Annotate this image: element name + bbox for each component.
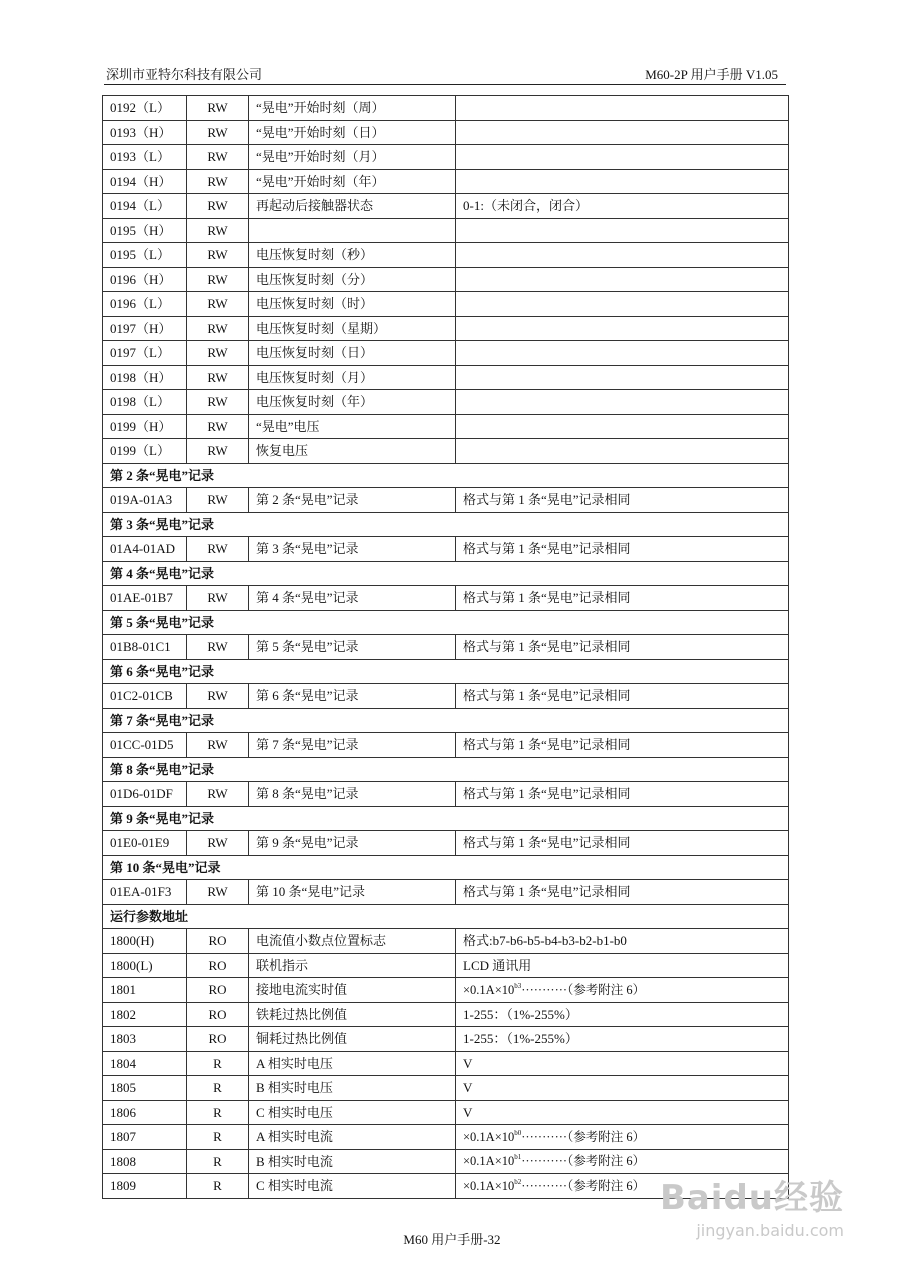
- parameter-note: 0-1:（未闭合，闭合）: [456, 194, 789, 219]
- table-row: [103, 365, 789, 390]
- table-row: [103, 120, 789, 145]
- section-title: 第 3 条“晃电”记录: [103, 512, 789, 537]
- register-address: 01A4-01AD: [103, 537, 187, 562]
- access-mode: RW: [187, 684, 249, 709]
- table-row: [103, 414, 789, 439]
- parameter-note: [456, 292, 789, 317]
- note-exponent: b0: [514, 1128, 522, 1137]
- register-address: 1800(L): [103, 953, 187, 978]
- register-address: 0193（L）: [103, 145, 187, 170]
- register-address: 0197（H）: [103, 316, 187, 341]
- parameter-note: V: [456, 1100, 789, 1125]
- parameter-name: “晃电”开始时刻（周）: [249, 96, 456, 121]
- register-address: 01C2-01CB: [103, 684, 187, 709]
- register-address: 0195（L）: [103, 243, 187, 268]
- parameter-name: 电压恢复时刻（年）: [249, 390, 456, 415]
- access-mode: R: [187, 1051, 249, 1076]
- section-title: 第 2 条“晃电”记录: [103, 463, 789, 488]
- table-row: [103, 733, 789, 758]
- parameter-note: 格式与第 1 条“晃电”记录相同: [456, 586, 789, 611]
- access-mode: RW: [187, 145, 249, 170]
- section-title: 第 8 条“晃电”记录: [103, 757, 789, 782]
- access-mode: RO: [187, 1002, 249, 1027]
- section-row: [103, 757, 789, 782]
- note-exponent: b2: [514, 1177, 522, 1186]
- section-title: 第 4 条“晃电”记录: [103, 561, 789, 586]
- register-address: 0197（L）: [103, 341, 187, 366]
- note-reference: ···········（参考附注 6）: [521, 1129, 646, 1144]
- parameter-note: [456, 169, 789, 194]
- parameter-name: 第 6 条“晃电”记录: [249, 684, 456, 709]
- access-mode: RW: [187, 880, 249, 905]
- register-address: 0195（H）: [103, 218, 187, 243]
- parameter-name: 电压恢复时刻（时）: [249, 292, 456, 317]
- section-row: [103, 806, 789, 831]
- header-company: 深圳市亚特尔科技有限公司: [106, 67, 263, 82]
- parameter-note: [456, 341, 789, 366]
- table-row: [103, 390, 789, 415]
- parameter-name: 第 10 条“晃电”记录: [249, 880, 456, 905]
- parameter-note: 格式与第 1 条“晃电”记录相同: [456, 537, 789, 562]
- register-address: 0199（H）: [103, 414, 187, 439]
- register-address: 1805: [103, 1076, 187, 1101]
- access-mode: RW: [187, 537, 249, 562]
- parameter-name: 第 7 条“晃电”记录: [249, 733, 456, 758]
- parameter-name: 接地电流实时值: [249, 978, 456, 1003]
- table-row: [103, 267, 789, 292]
- table-row: [103, 1027, 789, 1052]
- table-row: [103, 316, 789, 341]
- section-row: [103, 610, 789, 635]
- access-mode: RW: [187, 316, 249, 341]
- register-address: 1808: [103, 1149, 187, 1174]
- table-row: [103, 1125, 789, 1150]
- table-row: [103, 831, 789, 856]
- parameter-name: 再起动后接触器状态: [249, 194, 456, 219]
- parameter-note: 格式与第 1 条“晃电”记录相同: [456, 782, 789, 807]
- register-address: 01EA-01F3: [103, 880, 187, 905]
- register-address: 01CC-01D5: [103, 733, 187, 758]
- note-reference: ···········（参考附注 6）: [521, 1178, 646, 1193]
- table-row: [103, 243, 789, 268]
- access-mode: RO: [187, 929, 249, 954]
- parameter-name: 电压恢复时刻（分）: [249, 267, 456, 292]
- parameter-note: [456, 439, 789, 464]
- register-address: 01E0-01E9: [103, 831, 187, 856]
- access-mode: RW: [187, 218, 249, 243]
- table-row: [103, 586, 789, 611]
- baidu-jingyan-watermark: [660, 1170, 844, 1240]
- parameter-name: A 相实时电流: [249, 1125, 456, 1150]
- access-mode: RO: [187, 1027, 249, 1052]
- table-row: [103, 537, 789, 562]
- section-title: 第 5 条“晃电”记录: [103, 610, 789, 635]
- table-row: [103, 292, 789, 317]
- table-row: [103, 978, 789, 1003]
- parameter-name: 第 8 条“晃电”记录: [249, 782, 456, 807]
- register-address: 0194（H）: [103, 169, 187, 194]
- table-row: [103, 218, 789, 243]
- section-title: 第 9 条“晃电”记录: [103, 806, 789, 831]
- parameter-note: [456, 978, 789, 1003]
- access-mode: RW: [187, 365, 249, 390]
- parameter-name: 电压恢复时刻（星期）: [249, 316, 456, 341]
- note-exponent: b1: [514, 1153, 522, 1161]
- section-row: [103, 904, 789, 929]
- register-address: 0196（L）: [103, 292, 187, 317]
- section-row: [103, 659, 789, 684]
- parameter-name: [249, 218, 456, 243]
- section-title: 第 10 条“晃电”记录: [103, 855, 789, 880]
- access-mode: RW: [187, 733, 249, 758]
- parameter-note: [456, 414, 789, 439]
- access-mode: R: [187, 1149, 249, 1174]
- parameter-name: C 相实时电压: [249, 1100, 456, 1125]
- parameter-name: 第 2 条“晃电”记录: [249, 488, 456, 513]
- note-reference: ···········（参考附注 6）: [521, 1154, 646, 1168]
- access-mode: R: [187, 1174, 249, 1199]
- register-address: 0196（H）: [103, 267, 187, 292]
- parameter-note: [456, 218, 789, 243]
- register-address: 1803: [103, 1027, 187, 1052]
- section-row: [103, 561, 789, 586]
- parameter-name: 第 9 条“晃电”记录: [249, 831, 456, 856]
- access-mode: RW: [187, 120, 249, 145]
- note-base: ×0.1A×10: [463, 1154, 515, 1168]
- access-mode: RW: [187, 341, 249, 366]
- parameter-name: 第 3 条“晃电”记录: [249, 537, 456, 562]
- register-table: [102, 95, 789, 1199]
- access-mode: R: [187, 1076, 249, 1101]
- parameter-note: [456, 243, 789, 268]
- access-mode: RW: [187, 782, 249, 807]
- access-mode: RW: [187, 586, 249, 611]
- note-base: ×0.1A×10: [463, 1129, 515, 1144]
- parameter-name: 第 4 条“晃电”记录: [249, 586, 456, 611]
- table-row: [103, 929, 789, 954]
- parameter-note: 格式:b7-b6-b5-b4-b3-b2-b1-b0: [456, 929, 789, 954]
- section-title: 第 7 条“晃电”记录: [103, 708, 789, 733]
- table-row: [103, 194, 789, 219]
- register-address: 0198（H）: [103, 365, 187, 390]
- parameter-name: 联机指示: [249, 953, 456, 978]
- register-address: 0199（L）: [103, 439, 187, 464]
- register-address: 019A-01A3: [103, 488, 187, 513]
- table-row: [103, 953, 789, 978]
- parameter-name: 铁耗过热比例值: [249, 1002, 456, 1027]
- parameter-name: 铜耗过热比例值: [249, 1027, 456, 1052]
- parameter-note: V: [456, 1076, 789, 1101]
- table-row: [103, 341, 789, 366]
- table-row: [103, 439, 789, 464]
- note-exponent: b3: [514, 981, 522, 990]
- register-address: 0198（L）: [103, 390, 187, 415]
- parameter-note: 格式与第 1 条“晃电”记录相同: [456, 684, 789, 709]
- table-row: [103, 1076, 789, 1101]
- register-address: 1809: [103, 1174, 187, 1199]
- access-mode: RW: [187, 169, 249, 194]
- parameter-name: “晃电”电压: [249, 414, 456, 439]
- parameter-name: 电压恢复时刻（日）: [249, 341, 456, 366]
- parameter-note: 格式与第 1 条“晃电”记录相同: [456, 880, 789, 905]
- access-mode: RW: [187, 267, 249, 292]
- parameter-note: [456, 267, 789, 292]
- parameter-note: 格式与第 1 条“晃电”记录相同: [456, 488, 789, 513]
- parameter-note: [456, 365, 789, 390]
- parameter-name: A 相实时电压: [249, 1051, 456, 1076]
- register-address: 1804: [103, 1051, 187, 1076]
- table-row: [103, 96, 789, 121]
- parameter-name: “晃电”开始时刻（日）: [249, 120, 456, 145]
- section-row: [103, 463, 789, 488]
- parameter-name: C 相实时电流: [249, 1174, 456, 1199]
- register-address: 1801: [103, 978, 187, 1003]
- parameter-name: “晃电”开始时刻（年）: [249, 169, 456, 194]
- parameter-note: 格式与第 1 条“晃电”记录相同: [456, 831, 789, 856]
- table-row: [103, 635, 789, 660]
- section-row: [103, 855, 789, 880]
- table-row: [103, 1100, 789, 1125]
- parameter-note: [456, 96, 789, 121]
- register-address: 0192（L）: [103, 96, 187, 121]
- section-title: 运行参数地址: [103, 904, 789, 929]
- parameter-name: 第 5 条“晃电”记录: [249, 635, 456, 660]
- register-table-body: [103, 96, 789, 1199]
- parameter-note: 1-255：（1%-255%）: [456, 1027, 789, 1052]
- parameter-name: 恢复电压: [249, 439, 456, 464]
- parameter-name: 电流值小数点位置标志: [249, 929, 456, 954]
- table-row: [103, 1002, 789, 1027]
- note-base: ×0.1A×10: [463, 982, 515, 997]
- section-row: [103, 512, 789, 537]
- table-row: [103, 145, 789, 170]
- header-doc-title: M60-2P 用户手册 V1.05: [645, 67, 778, 82]
- parameter-name: B 相实时电流: [249, 1149, 456, 1174]
- access-mode: RW: [187, 390, 249, 415]
- parameter-note: [456, 316, 789, 341]
- access-mode: R: [187, 1125, 249, 1150]
- note-base: ×0.1A×10: [463, 1178, 515, 1193]
- table-row: [103, 488, 789, 513]
- parameter-note: [456, 390, 789, 415]
- access-mode: RW: [187, 635, 249, 660]
- section-row: [103, 708, 789, 733]
- access-mode: RW: [187, 488, 249, 513]
- parameter-name: B 相实时电压: [249, 1076, 456, 1101]
- register-address: 01D6-01DF: [103, 782, 187, 807]
- access-mode: RW: [187, 414, 249, 439]
- register-address: 01AE-01B7: [103, 586, 187, 611]
- table-row: [103, 880, 789, 905]
- access-mode: RW: [187, 831, 249, 856]
- parameter-name: 电压恢复时刻（秒）: [249, 243, 456, 268]
- parameter-name: 电压恢复时刻（月）: [249, 365, 456, 390]
- register-address: 1807: [103, 1125, 187, 1150]
- note-reference: ···········（参考附注 6）: [521, 982, 646, 997]
- table-row: [103, 782, 789, 807]
- section-title: 第 6 条“晃电”记录: [103, 659, 789, 684]
- access-mode: RO: [187, 978, 249, 1003]
- register-address: 0193（H）: [103, 120, 187, 145]
- watermark-url: jingyan.baidu.com: [696, 1221, 844, 1240]
- parameter-note: 格式与第 1 条“晃电”记录相同: [456, 635, 789, 660]
- table-row: [103, 169, 789, 194]
- parameter-note: 1-255：（1%-255%）: [456, 1002, 789, 1027]
- register-address: 1800(H): [103, 929, 187, 954]
- parameter-note: [456, 1125, 789, 1150]
- watermark-logo: Baidu经验: [659, 1178, 844, 1218]
- header-rule: [104, 84, 786, 85]
- access-mode: RW: [187, 194, 249, 219]
- register-address: 0194（L）: [103, 194, 187, 219]
- access-mode: RW: [187, 292, 249, 317]
- access-mode: RO: [187, 953, 249, 978]
- parameter-note: 格式与第 1 条“晃电”记录相同: [456, 733, 789, 758]
- table-row: [103, 1051, 789, 1076]
- table-row: [103, 684, 789, 709]
- parameter-note: [456, 120, 789, 145]
- parameter-note: [456, 145, 789, 170]
- access-mode: RW: [187, 243, 249, 268]
- register-address: 01B8-01C1: [103, 635, 187, 660]
- access-mode: RW: [187, 439, 249, 464]
- page-footer: M60 用户手册-32: [403, 1232, 501, 1247]
- access-mode: RW: [187, 96, 249, 121]
- register-address: 1802: [103, 1002, 187, 1027]
- parameter-note: V: [456, 1051, 789, 1076]
- parameter-name: “晃电”开始时刻（月）: [249, 145, 456, 170]
- access-mode: R: [187, 1100, 249, 1125]
- register-address: 1806: [103, 1100, 187, 1125]
- parameter-note: LCD 通讯用: [456, 953, 789, 978]
